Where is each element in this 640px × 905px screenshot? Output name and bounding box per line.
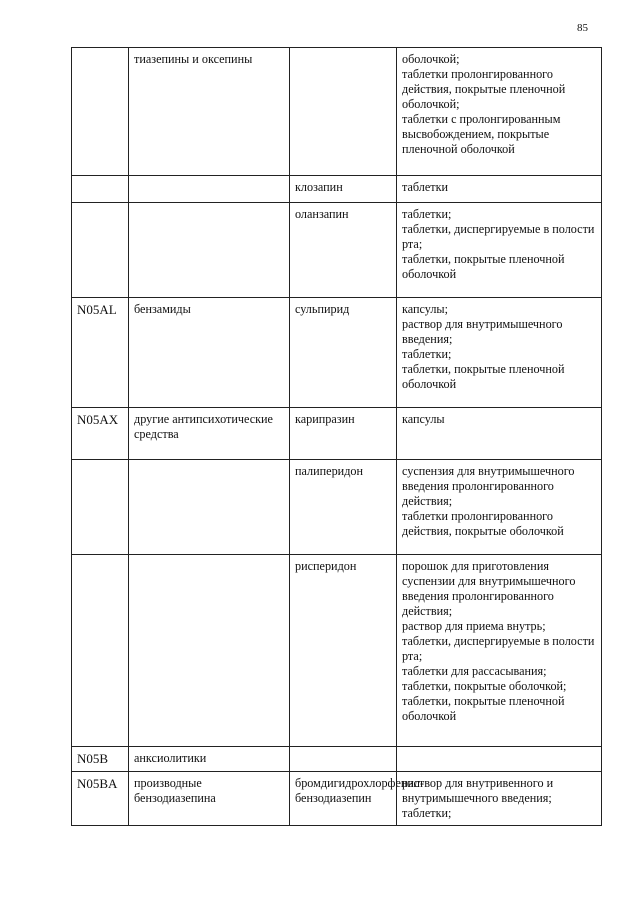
group-text: тиазепины и оксепины [134, 52, 253, 66]
drug-cell [290, 460, 397, 555]
forms-cell [397, 747, 602, 772]
group-cell [129, 48, 290, 176]
dosage-form: таблетки, покрытые пленочной оболочкой [402, 362, 565, 391]
dosage-form: таблетки, покрытые оболочкой; [402, 679, 567, 693]
dosage-form: раствор для приема внутрь; [402, 619, 546, 633]
drug-cell [290, 48, 397, 176]
forms-cell [397, 408, 602, 460]
dosage-form: таблетки [402, 180, 449, 194]
table-row [72, 298, 602, 408]
table-row [72, 408, 602, 460]
drug-text: карипразин [295, 412, 355, 426]
forms-cell [397, 203, 602, 298]
code-text: N05AX [77, 412, 119, 427]
drug-text: оланзапин [295, 207, 349, 221]
forms-cell [397, 772, 602, 826]
group-cell [129, 298, 290, 408]
dosage-form: таблетки; [402, 207, 452, 221]
code-cell [72, 203, 129, 298]
dosage-form: таблетки; [402, 806, 452, 820]
code-cell [72, 772, 129, 826]
table-row [72, 772, 602, 826]
code-text: N05B [77, 751, 109, 766]
dosage-form: раствор для внутривенного и внутримышечного введения; [402, 776, 554, 805]
dosage-form: капсулы; [402, 302, 448, 316]
drug-cell [290, 203, 397, 298]
dosage-form: таблетки для рассасывания; [402, 664, 547, 678]
drug-text: сульпирид [295, 302, 350, 316]
group-cell [129, 176, 290, 203]
drug-cell [290, 747, 397, 772]
code-cell [72, 408, 129, 460]
dosage-form: порошок для приготовления суспензии для внутримышечного введения пролонгированного действия; [402, 559, 576, 618]
code-cell [72, 555, 129, 747]
group-cell [129, 747, 290, 772]
code-cell [72, 298, 129, 408]
dosage-form: таблетки, диспергируемые в полости рта; [402, 222, 595, 251]
drug-cell [290, 298, 397, 408]
forms-cell [397, 48, 602, 176]
drug-cell [290, 176, 397, 203]
dosage-form: таблетки пролонгированного действия, покрытые пленочной оболочкой; [402, 67, 566, 111]
group-text: другие антипсихотические средства [134, 412, 273, 441]
dosage-form: таблетки, покрытые пленочной оболочкой [402, 694, 565, 723]
dosage-form: таблетки, диспергируемые в полости рта; [402, 634, 595, 663]
drug-text: палиперидон [295, 464, 364, 478]
code-cell [72, 460, 129, 555]
dosage-form: суспензия для внутримышечного введения пролонгированного действия; [402, 464, 575, 508]
dosage-form: таблетки с пролонгированным высвобождением, покрытые пленочной оболочкой [402, 112, 561, 156]
table-row [72, 176, 602, 203]
drug-text: рисперидон [295, 559, 357, 573]
group-cell [129, 203, 290, 298]
code-text: N05BA [77, 776, 118, 791]
drug-table-body [72, 48, 602, 826]
drug-text: клозапин [295, 180, 343, 194]
dosage-form: таблетки пролонгированного действия, покрытые оболочкой [402, 509, 564, 538]
group-cell [129, 772, 290, 826]
group-text: анксиолитики [134, 751, 207, 765]
table-row [72, 48, 602, 176]
dosage-form: таблетки; [402, 347, 452, 361]
drug-cell [290, 555, 397, 747]
dosage-form: капсулы [402, 412, 445, 426]
drug-table [71, 47, 602, 826]
forms-cell [397, 298, 602, 408]
group-cell [129, 408, 290, 460]
dosage-form: таблетки, покрытые пленочной оболочкой [402, 252, 565, 281]
code-cell [72, 747, 129, 772]
forms-cell [397, 555, 602, 747]
forms-cell [397, 176, 602, 203]
group-cell [129, 555, 290, 747]
page-number: 85 [577, 22, 588, 34]
drug-text: бромдигидрохлорфенил-бензодиазепин [295, 776, 425, 805]
dosage-form: оболочкой; [402, 52, 460, 66]
group-text: производные бензодиазепина [134, 776, 216, 805]
table-row [72, 747, 602, 772]
group-text: бензамиды [134, 302, 191, 316]
code-cell [72, 176, 129, 203]
drug-cell [290, 408, 397, 460]
code-cell [72, 48, 129, 176]
code-text: N05AL [77, 302, 117, 317]
forms-cell [397, 460, 602, 555]
table-row [72, 460, 602, 555]
drug-cell [290, 772, 425, 826]
dosage-form: раствор для внутримышечного введения; [402, 317, 563, 346]
table-row [72, 203, 602, 298]
group-cell [129, 460, 290, 555]
table-row [72, 555, 602, 747]
